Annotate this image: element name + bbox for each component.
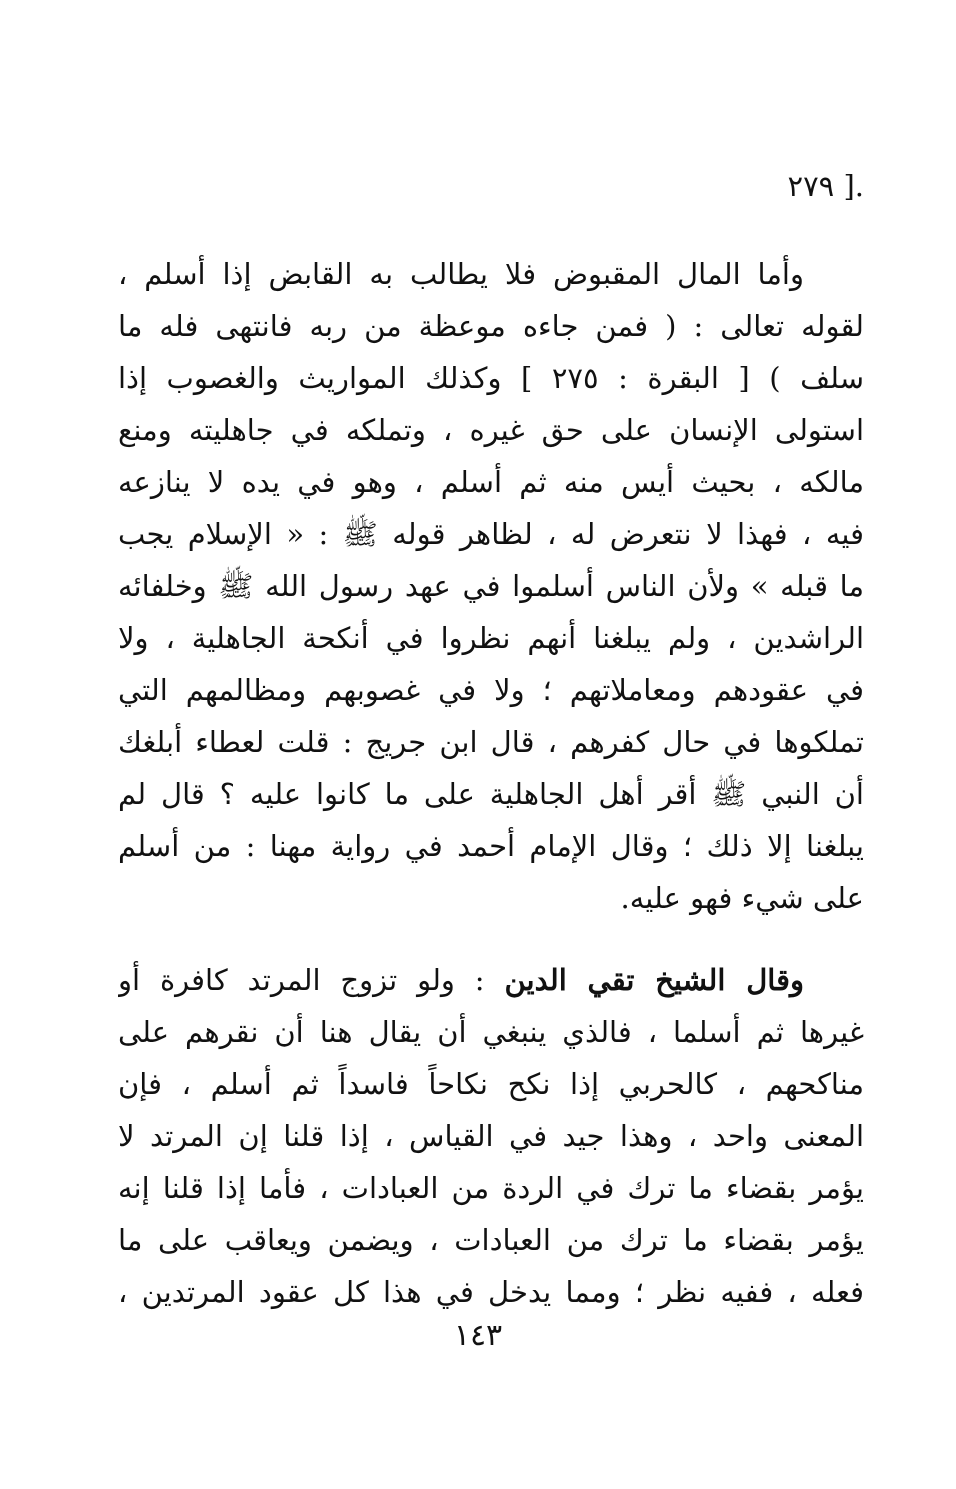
- paragraph-2-line: مناكحهم ، كالحربي إذا نكح نكاحاً فاسداً ثم أسلم ، فإن: [118, 1067, 864, 1101]
- paragraph-2: [118, 954, 864, 1318]
- paragraph-1-line: تملكوها في حال كفرهم ، قال ابن جريج : قلت لعطاء أبلغك: [118, 725, 864, 759]
- paragraph-1-line: يبلغنا إلا ذلك ؛ وقال الإمام أحمد في رواية مهنا : من أسلم: [118, 829, 864, 863]
- top-fragment: .[ ٢٧٩: [787, 169, 864, 203]
- paragraph-2-line: فعله ، ففيه نظر ؛ ومما يدخل في هذا كل عقود المرتدين ،: [118, 1275, 864, 1309]
- paragraph-1-line: الراشدين ، ولم يبلغنا أنهم نظروا في أنكحة الجاهلية ، ولا: [118, 621, 864, 655]
- spacer: [118, 212, 864, 248]
- paragraph-1-line: استولى الإنسان على حق غيره ، وتملكه في جاهليته ومنع: [118, 413, 864, 447]
- paragraph-2-line: غيرها ثم أسلما ، فالذي ينبغي أن يقال هنا أن نقرهم على: [118, 1015, 864, 1049]
- paragraph-1-line: فيه ، فهذا لا نتعرض له ، لظاهر قوله ﷺ : « الإسلام يجب: [118, 517, 864, 551]
- paragraph-2-line: يؤمر بقضاء ما ترك في الردة من العبادات ، فأما إذا قلنا إنه: [118, 1171, 864, 1205]
- paragraph-1-line: أن النبي ﷺ أقر أهل الجاهلية على ما كانوا عليه ؟ قال لم: [118, 777, 864, 811]
- paragraph-2-first-line: [118, 954, 864, 1006]
- paragraph-1-line: وأما المال المقبوض فلا يطالب به القابض إذا أسلم ،: [118, 257, 804, 291]
- paragraph-1: [118, 248, 864, 924]
- paragraph-1-line: مالكه ، بحيث أيس منه ثم أسلم ، وهو في يده لا ينازعه: [118, 465, 864, 499]
- spacer: [118, 924, 864, 954]
- paragraph-1-line: ما قبله » ولأن الناس أسلموا في عهد رسول الله ﷺ وخلفائه: [118, 569, 864, 603]
- paragraph-1-line: سلف ) [ البقرة : ٢٧٥ ] وكذلك المواريث والغصوب إذا: [118, 361, 864, 395]
- paragraph-1-line: لقوله تعالى : ( فمن جاءه موعظة من ربه فانتهى فله ما: [118, 309, 864, 343]
- speaker-name: وقال الشيخ تقي الدين: [504, 963, 804, 997]
- paragraph-2-first-line-rest: : ولو تزوج المرتد كافرة أو: [118, 963, 505, 997]
- page-body: [118, 160, 864, 1318]
- page-number: ١٤٣: [453, 1318, 503, 1353]
- paragraph-2-line: يؤمر بقضاء ما ترك من العبادات ، ويضمن ويعاقب على ما: [118, 1223, 864, 1257]
- paragraph-1-line: في عقودهم ومعاملاتهم ؛ ولا في غصوبهم ومظالمهم التي: [118, 673, 864, 707]
- paragraph-2-line: المعنى واحد ، وهذا جيد في القياس ، إذا قلنا إن المرتد لا: [118, 1119, 864, 1153]
- paragraph-1-line: على شيء فهو عليه.: [620, 881, 864, 915]
